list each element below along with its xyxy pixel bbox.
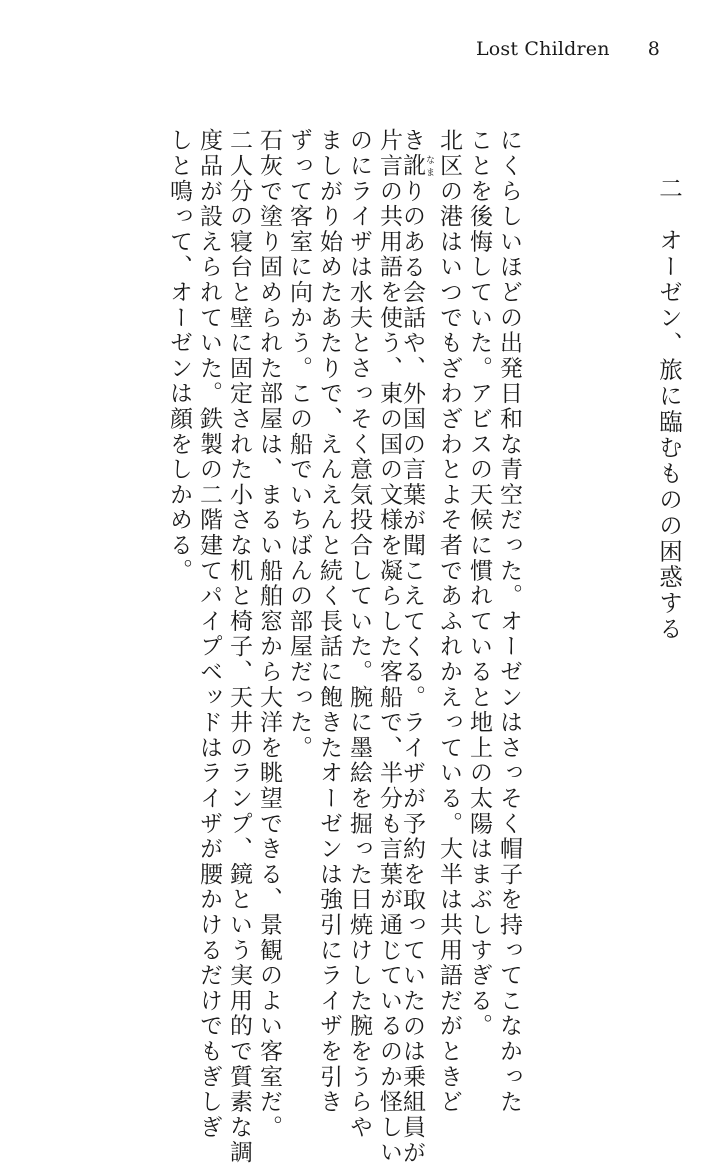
text-line: ずって客室に向かう。この船でいちばんの部屋だった。	[286, 128, 312, 761]
text-line: ましがり始めたあたりで、えんえんと続く長話に飽きたオーゼンは強引にライザを引き	[316, 128, 342, 1115]
ruby-base: 訛	[399, 153, 425, 179]
running-head	[476, 38, 660, 60]
book-title: Lost Children	[475, 38, 610, 60]
text-line: 北区の港はいつでもざわざわとよそ者であふれかえっている。大半は共用語だがときど	[436, 128, 462, 1115]
chapter-title: 二 オーゼン、旅に臨むものの困惑する	[655, 176, 683, 643]
text-line: のにライザは水夫とさっそく意気投合していた。腕に墨絵を掘った日焼けした腕をうらや	[346, 128, 372, 1140]
text-line: 石灰で塗り固められた部屋は、まるい船舶窓から大洋を眺望できる、景観のよい客室だ。	[256, 128, 282, 1140]
text-line: 度品が設えられていた。鉄製の二階建てパイプベッドはライザが腰かけるだけでもぎしぎ	[196, 128, 222, 1140]
page-number: 8	[647, 38, 660, 60]
text-segment: き	[399, 128, 425, 154]
ruby-reading: なま	[424, 153, 434, 179]
text-line: しと鳴って、オーゼンは顔をしかめる。	[166, 128, 192, 584]
body-text	[26, 128, 686, 1165]
text-segment: りのある会話や、外国の言葉が聞こえてくる。ライザが予約を取っていたのは乗組員が	[399, 178, 425, 1165]
text-line: 片言の共用語を使う、東の国の文様を凝らした客船で、半分も言葉が通じているのか怪しい	[376, 128, 402, 1165]
text-line: にくらしいほどの出発日和な青空だった。オーゼンはさっそく帽子を持ってこなかった	[496, 128, 522, 1115]
text-line: 二人分の寝台と壁に固定された小さな机と椅子、天井のランプ、鏡という実用的で質素な調	[226, 128, 252, 1165]
text-line: ことを後悔していた。アビスの天候に慣れていると地上の太陽はまぶしすぎる。	[466, 128, 492, 1039]
